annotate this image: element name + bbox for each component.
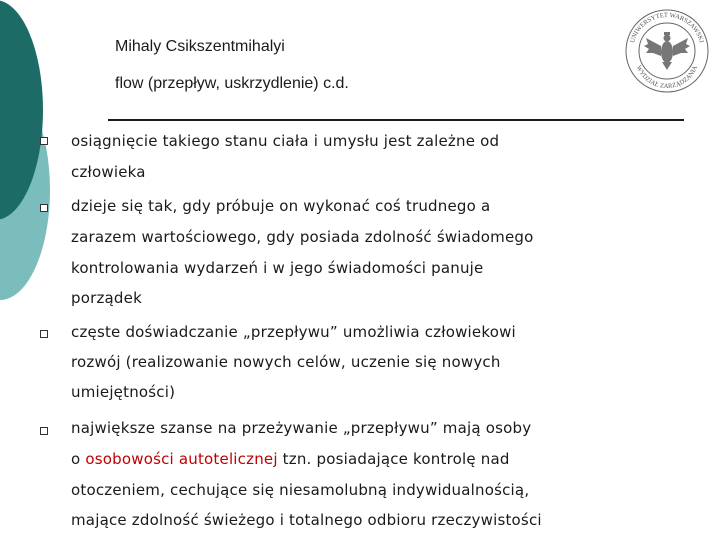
text-segment: tzn. posiadające kontrolę nad [277, 450, 510, 468]
bullet-2-line-1: dzieje się tak, gdy próbuje on wykonać coś trudnego a [71, 197, 491, 215]
bullet-marker [40, 330, 48, 338]
bullet-3-line-2: rozwój (realizowanie nowych celów, uczenie się nowych [71, 353, 501, 371]
bullet-marker [40, 137, 48, 145]
bullet-3-line-1: częste doświadczanie „przepływu” umożliwia człowiekowi [71, 323, 516, 341]
slide-title: Mihaly Csikszentmihalyi [115, 38, 285, 55]
university-seal-logo [624, 8, 710, 94]
title-divider [108, 119, 684, 121]
svg-text:WYDZIAŁ ZARZĄDZANIA: WYDZIAŁ ZARZĄDZANIA [634, 64, 700, 91]
bullet-2-line-4: porządek [71, 289, 142, 307]
slide-subtitle: flow (przepływ, uskrzydlenie) c.d. [115, 75, 349, 92]
bullet-4-line-2 [71, 450, 510, 468]
svg-text:UNIWERSYTET WARSZAWSKI: UNIWERSYTET WARSZAWSKI [629, 11, 705, 44]
bullet-1-line-1: osiągnięcie takiego stanu ciała i umysłu jest zależne od [71, 132, 500, 150]
bullet-4-line-1: największe szanse na przeżywanie „przepływu” mają osoby [71, 419, 532, 437]
bullet-4-line-3: otoczeniem, cechujące się niesamolubną indywidualnością, [71, 481, 530, 499]
bullet-4-line-4: mające zdolność świeżego i totalnego odbioru rzeczywistości [71, 511, 542, 529]
highlighted-term: osobowości autotelicznej [85, 450, 278, 468]
bullet-3-line-3: umiejętności) [71, 383, 176, 401]
bullet-2-line-3: kontrolowania wydarzeń i w jego świadomości panuje [71, 259, 484, 277]
bullet-2-line-2: zarazem wartościowego, gdy posiada zdolność świadomego [71, 228, 534, 246]
bullet-marker [40, 427, 48, 435]
decorative-side-shapes [0, 0, 60, 300]
bullet-1-line-2: człowieka [71, 163, 146, 181]
bullet-marker [40, 204, 48, 212]
text-segment: o [71, 450, 86, 468]
